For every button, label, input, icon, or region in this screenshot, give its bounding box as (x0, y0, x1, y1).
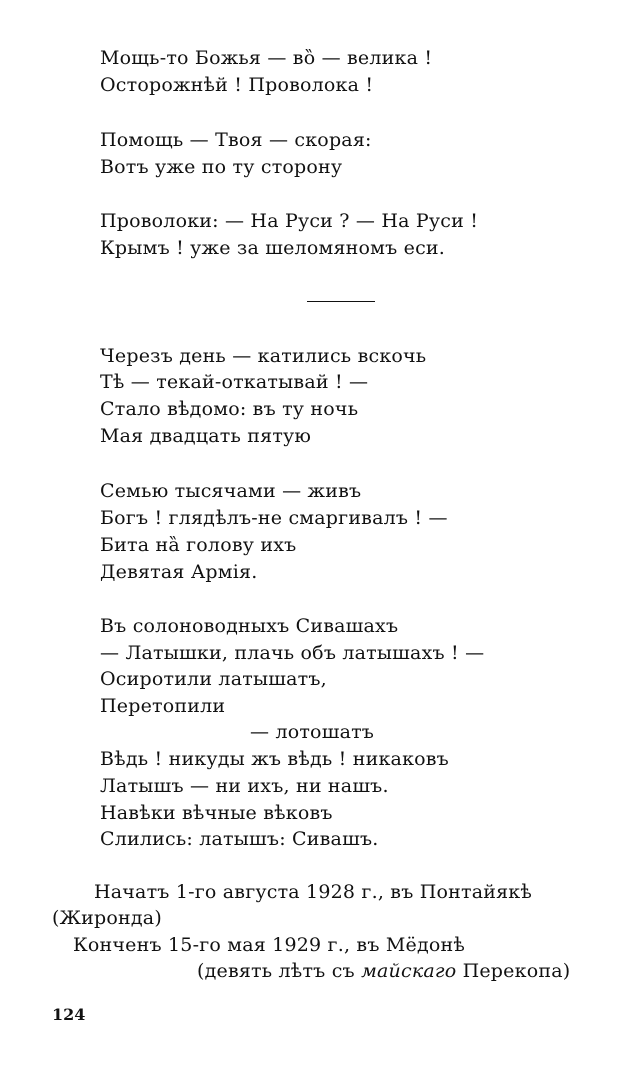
poem-line: Слились: латышъ: Сивашъ. (100, 828, 379, 850)
colophon-started: Начатъ 1-го августа 1928 г., въ Понтайякѣ (94, 881, 533, 903)
section-divider (307, 301, 375, 302)
poem-line: Девятая Армія. (100, 561, 258, 583)
poem-line: Помощь — Твоя — скорая: (100, 129, 372, 151)
poem-line: — Латышки, плачь объ латышахъ ! — (100, 642, 485, 664)
poem-line: Осиротили латышатъ, (100, 668, 327, 690)
poem-line: Бита нȁ голову ихъ (100, 534, 297, 556)
poem-line: Мощь-то Божья — вȍ — велика ! (100, 47, 433, 69)
poem-line: Навѣки вѣчные вѣковъ (100, 802, 333, 824)
colophon-finished: Конченъ 15-го мая 1929 г., въ Мёдонѣ (73, 934, 466, 956)
poem-line-indented: — лотошатъ (250, 721, 375, 743)
poem-line: Вотъ уже по ту сторону (100, 156, 343, 178)
colophon-note-open: (девять лѣтъ съ (197, 960, 362, 982)
poem-line: Черезъ день — катились вскочь (100, 345, 427, 367)
poem-line: Стало вѣдомо: въ ту ночь (100, 398, 359, 420)
colophon-note (197, 958, 570, 984)
poem-line: Осторожнѣй ! Проволока ! (100, 74, 374, 96)
poem-line: Проволоки: — На Руси ? — На Руси ! (100, 210, 479, 232)
poem-line: Въ солоноводныхъ Сивашахъ (100, 615, 399, 637)
colophon-place: (Жиронда) (52, 907, 162, 929)
poem-line: Перетопили (100, 695, 226, 717)
colophon-note-italic: майскаго (361, 960, 457, 982)
poem-line: Тѣ — текай-откатывай ! — (100, 371, 369, 393)
poem-line: Богъ ! глядѣлъ-не смаргивалъ ! — (100, 507, 448, 529)
colophon-note-close: Перекопа) (456, 960, 571, 982)
poem-line: Вѣдь ! никуды жъ вѣдь ! никаковъ (100, 748, 449, 770)
page-number: 124 (52, 1005, 86, 1024)
poem-line: Латышъ — ни ихъ, ни нашъ. (100, 775, 389, 797)
poem-line: Семью тысячами — живъ (100, 480, 362, 502)
poem-line: Мая двадцать пятую (100, 425, 312, 447)
poem-line: Крымъ ! уже за шеломяномъ еси. (100, 237, 446, 259)
